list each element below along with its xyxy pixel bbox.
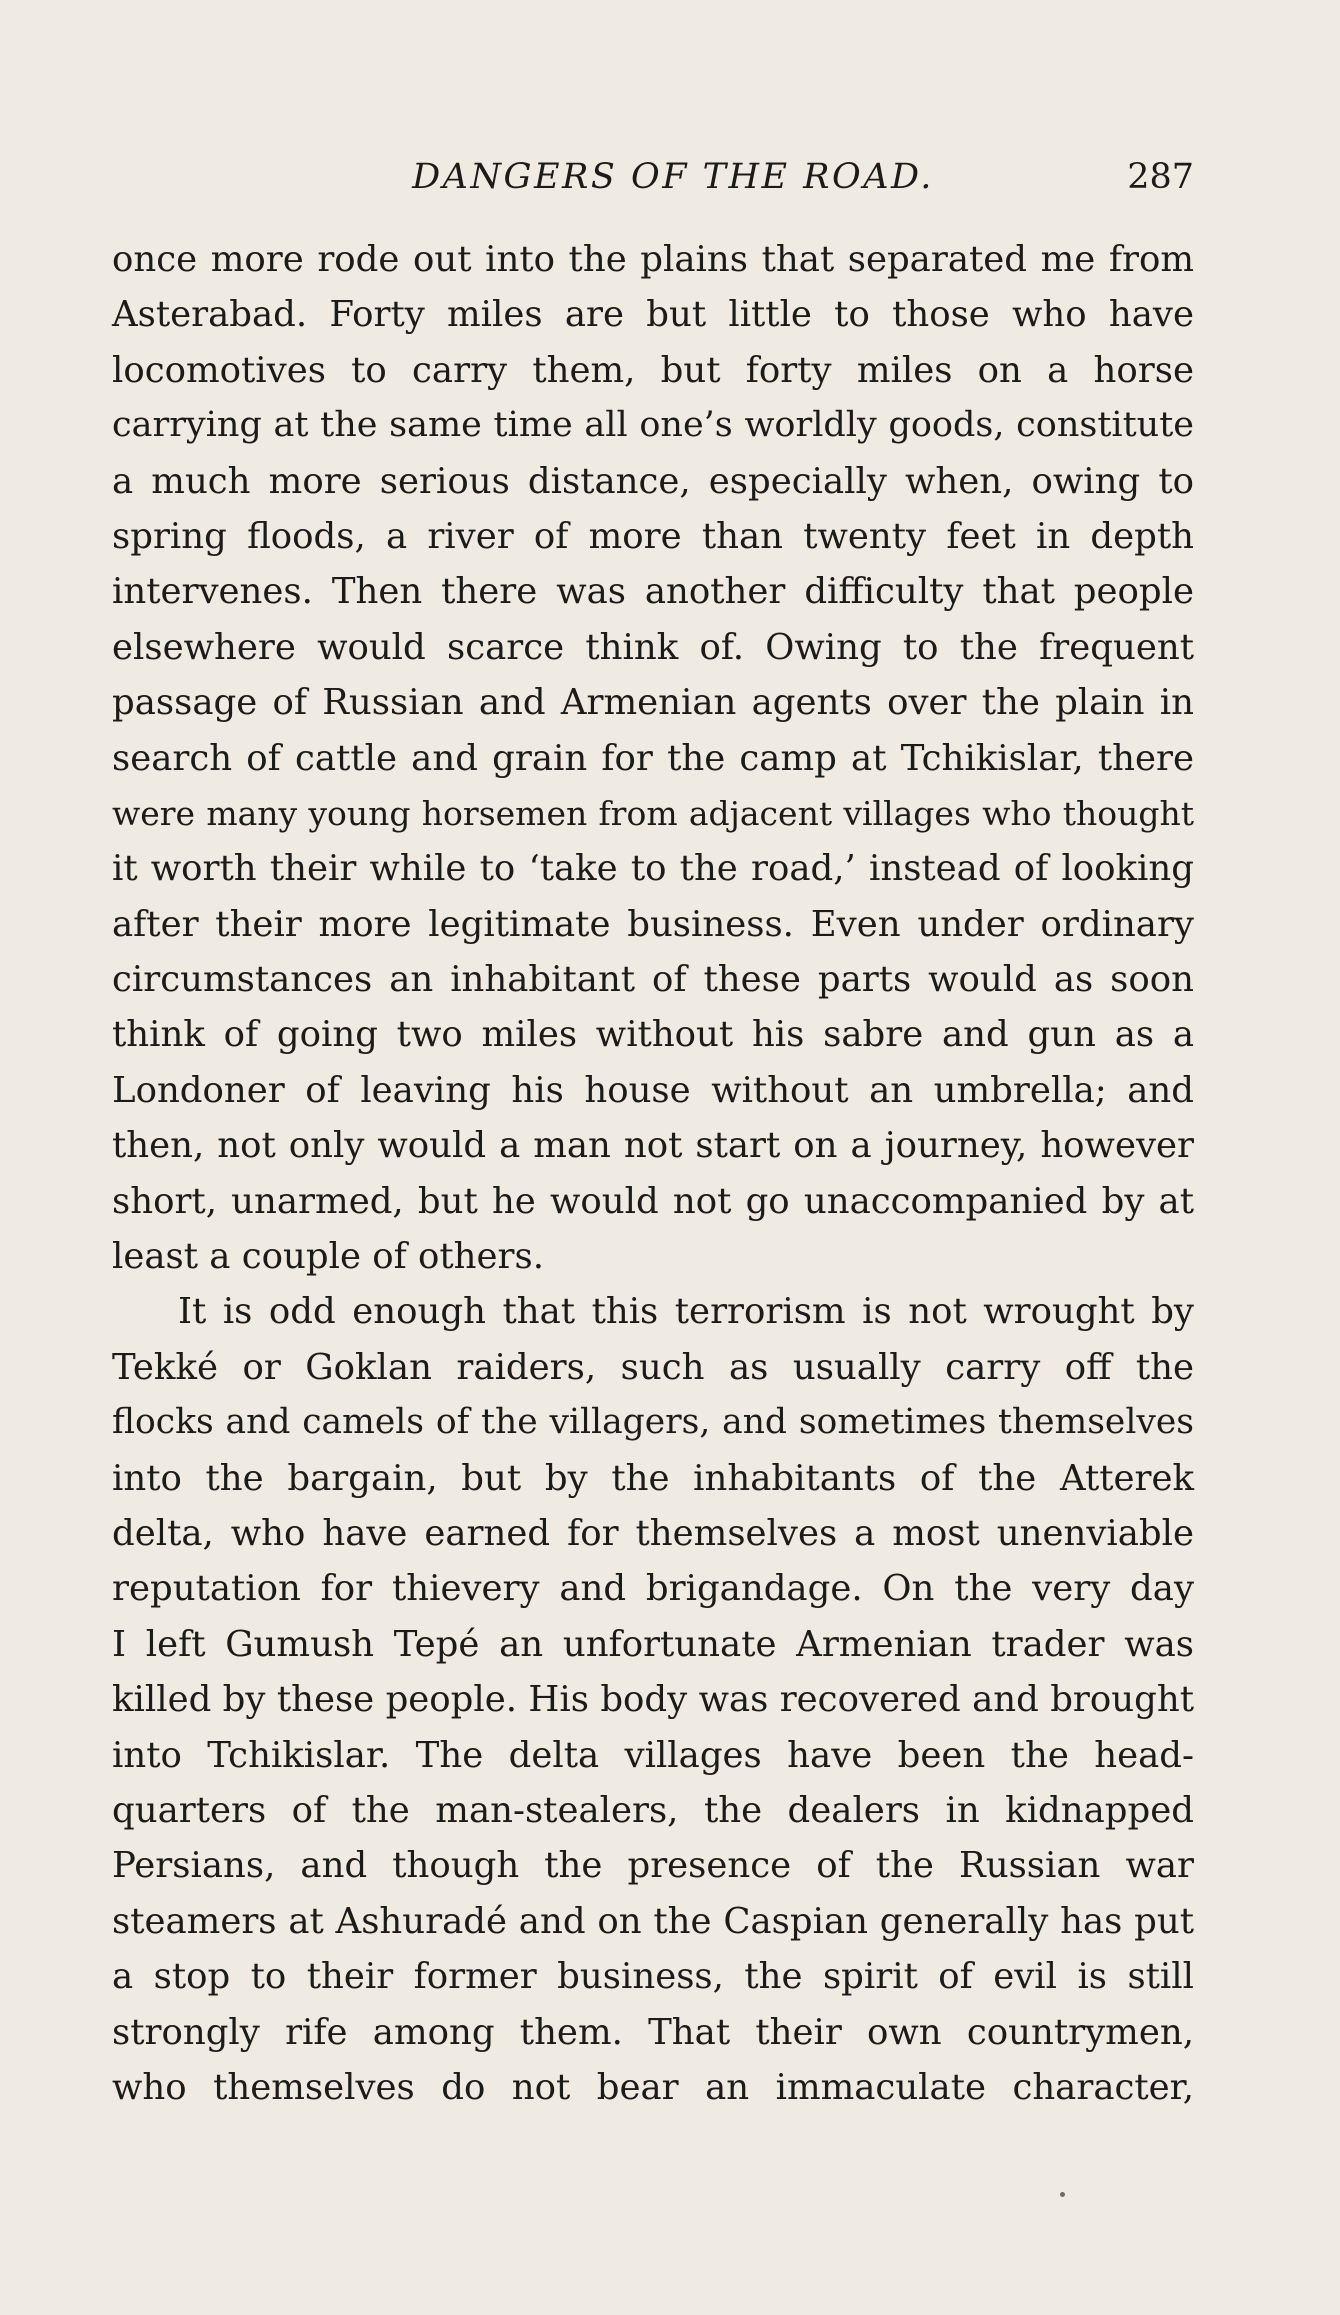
page-number: 287 bbox=[1127, 157, 1194, 197]
text-line: circumstances an inhabitant of these parts would as soon bbox=[112, 959, 1194, 1001]
text-line: elsewhere would scarce think of. Owing to the frequent bbox=[112, 626, 1194, 668]
text-line: then, not only would a man not start on a journey, however bbox=[112, 1125, 1194, 1167]
text-line: quarters of the man-stealers, the dealers in kidnapped bbox=[112, 1789, 1194, 1831]
text-line: killed by these people. His body was recovered and brought bbox=[112, 1679, 1194, 1721]
text-line: after their more legitimate business. Even under ordinary bbox=[112, 903, 1194, 945]
paragraph-2 bbox=[112, 1284, 1194, 2115]
text-line: think of going two miles without his sabre and gun as a bbox=[112, 1014, 1194, 1056]
text-line: into Tchikislar. The delta villages have been the head- bbox=[112, 1734, 1194, 1776]
text-line: I left Gumush Tepé an unfortunate Armenian trader was bbox=[112, 1623, 1194, 1665]
text-line: reputation for thievery and brigandage. On the very day bbox=[112, 1568, 1194, 1610]
text-line: intervenes. Then there was another difficulty that people bbox=[112, 571, 1194, 613]
text-line: once more rode out into the plains that separated me from bbox=[112, 239, 1194, 280]
text-line: flocks and camels of the villagers, and sometimes themselves bbox=[112, 1402, 1194, 1443]
text-line: were many young horsemen from adjacent villages who thought bbox=[112, 793, 1194, 833]
text-line: a stop to their former business, the spirit of evil is still bbox=[112, 1956, 1194, 1998]
text-line: Londoner of leaving his house without an umbrella; and bbox=[112, 1069, 1194, 1111]
text-line: steamers at Ashuradé and on the Caspian generally has put bbox=[112, 1900, 1194, 1942]
running-head bbox=[112, 152, 1194, 202]
text-line: it worth their while to ‘take to the road,’ instead of looking bbox=[112, 848, 1194, 890]
paragraph-1 bbox=[112, 232, 1194, 1284]
text-line: delta, who have earned for themselves a most unenviable bbox=[112, 1512, 1194, 1554]
text-line: who themselves do not bear an immaculate character, bbox=[112, 2066, 1194, 2108]
text-line: locomotives to carry them, but forty miles on a horse bbox=[112, 349, 1194, 391]
text-line: It is odd enough that this terrorism is not wrought by bbox=[178, 1291, 1194, 1333]
text-line: a much more serious distance, especially when, owing to bbox=[112, 460, 1194, 502]
text-line: search of cattle and grain for the camp at Tchikislar, there bbox=[112, 737, 1194, 779]
text-line: Tekké or Goklan raiders, such as usually carry off the bbox=[112, 1346, 1194, 1388]
text-line: into the bargain, but by the inhabitants of the Atterek bbox=[112, 1457, 1194, 1499]
text-line: Asterabad. Forty miles are but little to those who have bbox=[112, 294, 1194, 336]
running-title: DANGERS OF THE ROAD. bbox=[412, 157, 934, 197]
body-text bbox=[112, 232, 1194, 2115]
text-line: short, unarmed, but he would not go unaccompanied by at bbox=[112, 1180, 1194, 1222]
text-line: passage of Russian and Armenian agents over the plain in bbox=[112, 682, 1194, 724]
paper-speck bbox=[1060, 2192, 1065, 2197]
text-line: least a couple of others. bbox=[112, 1236, 545, 1278]
text-line: strongly rife among them. That their own countrymen, bbox=[112, 2011, 1194, 2053]
text-line: spring floods, a river of more than twenty feet in depth bbox=[112, 515, 1194, 557]
text-line: Persians, and though the presence of the Russian war bbox=[112, 1845, 1194, 1887]
text-line: carrying at the same time all one’s worldly goods, constitute bbox=[112, 405, 1194, 446]
